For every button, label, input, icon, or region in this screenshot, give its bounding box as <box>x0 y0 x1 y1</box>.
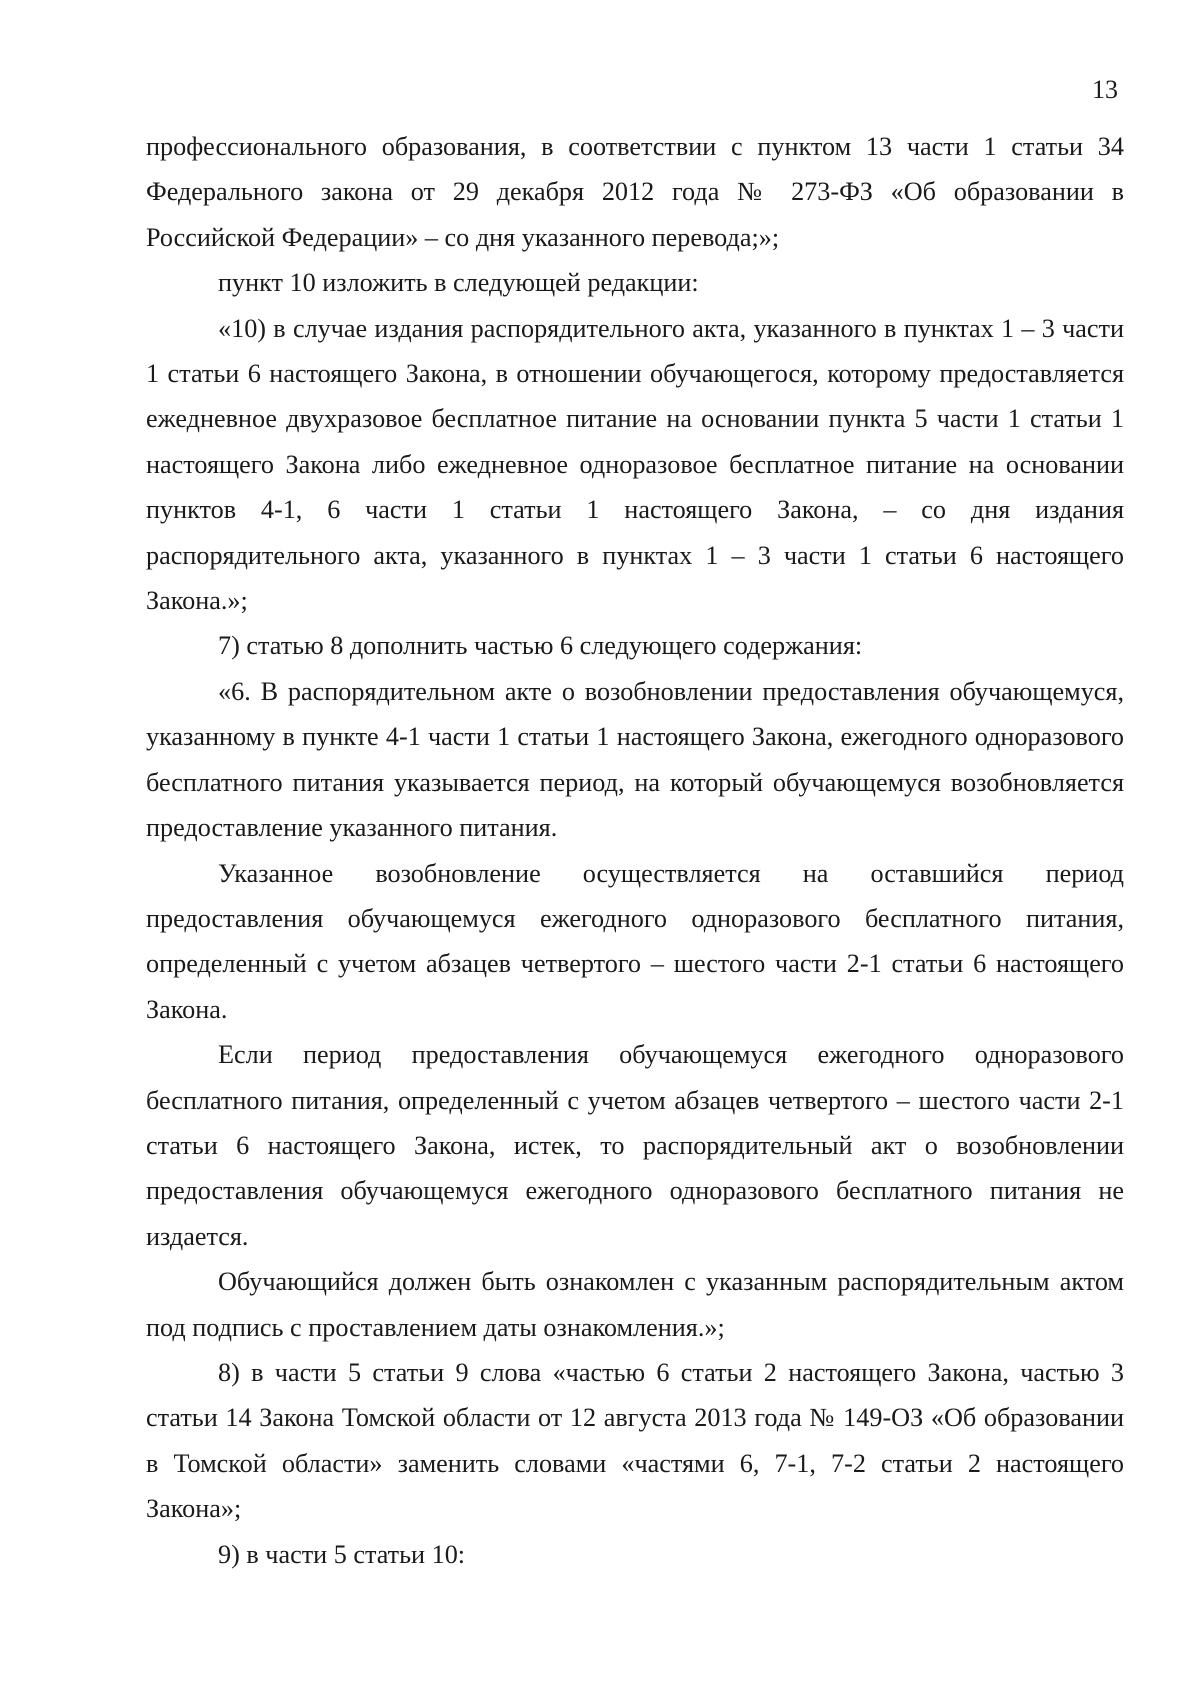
paragraph-renewal-period: Указанное возобновление осуществляется на оставшийся период предоставления обучающемуся ежегодного одноразового бесплатного питания, определенный с учетом абзацев четвертого – шестого части 2-1 статьи 6 настоящего Закона. <box>146 858 1124 1024</box>
paragraph-point-10-intro: пункт 10 изложить в следующей редакции: <box>218 268 699 298</box>
paragraph-part-6: «6. В распорядительном акте о возобновлении предоставления обучающемуся, указанному в пункте 4-1 части 1 статьи 1 настоящего Закона, ежегодного одноразового бесплатного питания указывается период, на который обучающемуся возобновляется предоставление указанного питания. <box>146 676 1124 843</box>
paragraph-item-9: 9) в части 5 статьи 10: <box>218 1539 466 1569</box>
paragraph-period-expired: Если период предоставления обучающемуся ежегодного одноразового бесплатного питания, определенный с учетом абзацев четвертого – шестого части 2-1 статьи 6 настоящего Закона, истек, то распорядительный акт о возобновлении предоставления обучающемуся ежегодного одноразового бесплатного питания не издается. <box>146 1040 1124 1251</box>
document-body <box>146 124 1124 1577</box>
page-number: 13 <box>1092 75 1118 104</box>
paragraph-continuation: профессионального образования, в соответствии с пунктом 13 части 1 статьи 34 Федерального закона от 29 декабря 2012 года № 273-ФЗ «Об образовании в Российской Федерации» – со дня указанного перевода;»; <box>146 132 1124 252</box>
paragraph-acknowledgement: Обучающийся должен быть ознакомлен с указанным распорядительным актом под подпись с проставлением даты ознакомления.»; <box>146 1267 1124 1342</box>
paragraph-item-7: 7) статью 8 дополнить частью 6 следующего содержания: <box>218 631 863 661</box>
paragraph-item-8: 8) в части 5 статьи 9 слова «частью 6 статьи 2 настоящего Закона, частью 3 статьи 14 Закона Томской области от 12 августа 2013 года № 149-ОЗ «Об образовании в Томской области» заменить словами «частями 6, 7-1, 7-2 статьи 2 настоящего Закона»; <box>146 1357 1124 1524</box>
paragraph-point-10-text: «10) в случае издания распорядительного акта, указанного в пунктах 1 – 3 части 1 статьи 6 настоящего Закона, в отношении обучающегося, которому предоставляется ежедневное двухразовое бесплатное питание на основании пункта 5 части 1 статьи 1 настоящего Закона либо ежедневное одноразовое бесплатное питание на основании пунктов 4-1, 6 части 1 статьи 1 настоящего Закона, – со дня издания распорядительного акта, указанного в пунктах 1 – 3 части 1 статьи 6 настоящего Закона.»; <box>146 313 1124 616</box>
